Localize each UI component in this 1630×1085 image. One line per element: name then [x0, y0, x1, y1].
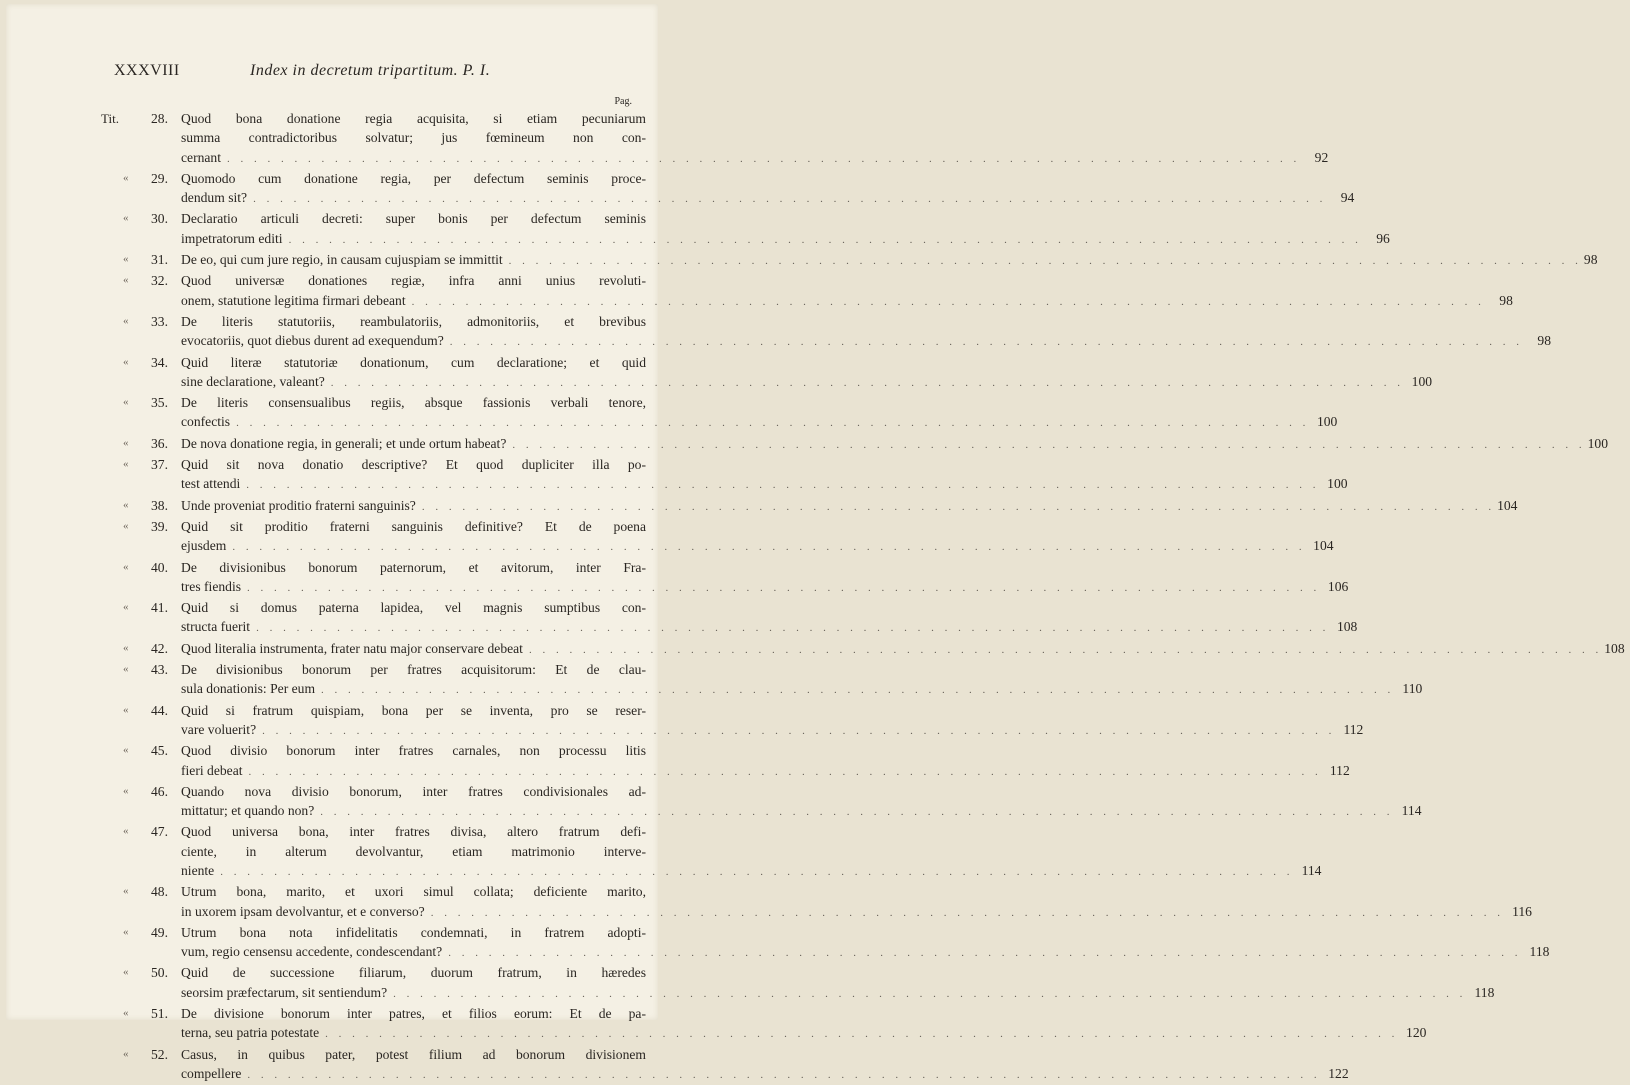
entry-text — [181, 1004, 1427, 1045]
entry-page: 98 — [1583, 252, 1598, 268]
dot-leader: . . . . . . . . . . . . . . . . . . . . . . . . . . . . . . . . . . . . . . . . . . . . . . . . . . . . . . . . . . . . . . . . . . . . . . . . . . . . . . . . — [421, 500, 1496, 513]
entry-line: Quid literæ statutoriæ donationum, cum declaratione; et quid — [181, 354, 646, 370]
index-entry — [101, 782, 1422, 823]
dot-leader: . . . . . . . . . . . . . . . . . . . . . . . . . . . . . . . . . . . . . . . . . . . . . . . . . . . . . . . . . . . . . . . . . . . . . . . . . . . . . . . . — [247, 1068, 1321, 1081]
dot-leader: . . . . . . . . . . . . . . . . . . . . . . . . . . . . . . . . . . . . . . . . . . . . . . . . . . . . . . . . . . . . . . . . . . . . . . . . . . . . . . . . — [330, 376, 1405, 389]
index-entry — [101, 169, 1355, 210]
ditto-mark: « — [123, 703, 129, 716]
entry-line: Quod universæ donationes regiæ, infra anni unius revoluti- — [181, 273, 646, 289]
entry-text — [181, 353, 1433, 394]
index-entry — [101, 923, 1550, 964]
pag-label: Pag. — [614, 96, 632, 107]
entry-line: Quod bona donatione regia acquisita, si etiam pecuniarum — [181, 111, 646, 126]
index-entry — [101, 701, 1364, 742]
tit-label: Tit. — [101, 111, 119, 126]
dot-leader: . . . . . . . . . . . . . . . . . . . . . . . . . . . . . . . . . . . . . . . . . . . . . . . . . . . . . . . . . . . . . . . . . . . . . . . . . . . . . . . . — [227, 152, 1301, 165]
entry-number: 50. — [151, 965, 168, 981]
entry-number: 48. — [151, 884, 168, 900]
entry-text — [181, 209, 1390, 250]
entry-line: De eo, qui cum jure regio, in causam cujuspiam se immittit — [181, 252, 503, 268]
dot-leader: . . . . . . . . . . . . . . . . . . . . . . . . . . . . . . . . . . . . . . . . . . . . . . . . . . . . . . . . . . . . . . . . . . . . . . . . . . . . . . . . — [262, 724, 1336, 737]
index-entry — [101, 209, 1390, 250]
entry-text — [181, 882, 1532, 923]
entry-text — [181, 660, 1423, 701]
entry-line: De nova donatione regia, in generali; et unde ortum habeat? — [181, 435, 507, 451]
entry-number: 45. — [151, 743, 168, 759]
entry-line: in uxorem ipsam devolvantur, et e converso? — [181, 903, 425, 919]
entry-number: 28. — [151, 111, 168, 126]
index-entry — [101, 455, 1348, 496]
entry-text — [181, 701, 1364, 742]
page-number: XXXVIII — [114, 62, 180, 79]
entry-line: Quid sit nova donatio descriptive? Et quod dupliciter illa po- — [181, 457, 646, 473]
entry-page: 100 — [1587, 435, 1609, 451]
index-entry — [101, 660, 1423, 701]
index-entry — [101, 1045, 1349, 1085]
entry-text — [181, 271, 1513, 312]
entry-line: De divisione bonorum inter patres, et filios eorum: Et de pa- — [181, 1006, 646, 1022]
entry-text — [181, 1045, 1349, 1085]
ditto-mark: « — [123, 171, 129, 184]
entry-line: compellere — [181, 1065, 242, 1081]
dot-leader: . . . . . . . . . . . . . . . . . . . . . . . . . . . . . . . . . . . . . . . . . . . . . . . . . . . . . . . . . . . . . . . . . . . . . . . . . . . . . . . . — [448, 947, 1522, 960]
ditto-mark: « — [123, 744, 129, 757]
dot-leader: . . . . . . . . . . . . . . . . . . . . . . . . . . . . . . . . . . . . . . . . . . . . . . . . . . . . . . . . . . . . . . . . . . . . . . . . . . . . . . . . — [256, 622, 1330, 635]
entry-text — [181, 639, 1625, 660]
entry-text — [181, 250, 1598, 271]
entry-text — [181, 598, 1358, 639]
entry-line: cernant — [181, 149, 221, 165]
entry-line: mittatur; et quando non? — [181, 803, 315, 819]
entry-number: 35. — [151, 395, 168, 411]
index-entry — [101, 496, 1518, 517]
index-entry — [101, 353, 1433, 394]
entry-number: 47. — [151, 824, 168, 840]
index-entry — [101, 882, 1532, 923]
entry-line: vum, regio censensu accedente, condescendant? — [181, 944, 443, 960]
entry-line: fieri debeat — [181, 762, 243, 778]
ditto-mark: « — [123, 1007, 129, 1020]
entry-line: onem, statutione legitima firmari debeant — [181, 292, 406, 308]
entry-page: 96 — [1376, 230, 1390, 246]
ditto-mark: « — [123, 498, 129, 511]
entry-line: De literis consensualibus regiis, absque fassionis verbali tenore, — [181, 395, 646, 411]
entry-number: 46. — [151, 783, 168, 799]
entry-text — [181, 434, 1609, 455]
dot-leader: . . . . . . . . . . . . . . . . . . . . . . . . . . . . . . . . . . . . . . . . . . . . . . . . . . . . . . . . . . . . . . . . . . . . . . . . . . . . . . . . — [232, 541, 1306, 554]
entry-line: Casus, in quibus pater, potest filium ad bonorum divisionem — [181, 1046, 646, 1062]
entry-number: 34. — [151, 354, 168, 370]
entry-number: 44. — [151, 702, 168, 718]
entry-number: 36. — [151, 435, 168, 451]
index-entry — [101, 312, 1551, 353]
entry-line: sine declaratione, valeant? — [181, 373, 325, 389]
entry-number: 43. — [151, 662, 168, 678]
ditto-mark: « — [123, 825, 129, 838]
entry-page: 108 — [1336, 619, 1358, 635]
entry-number: 39. — [151, 518, 168, 534]
entry-page: 106 — [1327, 578, 1349, 594]
entry-line: Quando nova divisio bonorum, inter fratres condivisionales ad- — [181, 783, 646, 799]
entry-line: evocatoriis, quot diebus durent ad exequendum? — [181, 333, 444, 349]
entry-line: Quid de successione filiarum, duorum fratrum, in hæredes — [181, 965, 646, 981]
ditto-mark: « — [123, 274, 129, 287]
entry-page: 98 — [1499, 292, 1513, 308]
index-entry — [101, 598, 1358, 639]
entry-page: 114 — [1301, 862, 1322, 878]
index-entry — [101, 517, 1334, 558]
entry-line: Quid si fratrum quispiam, bona per se inventa, pro se reser- — [181, 702, 646, 718]
entry-number: 51. — [151, 1006, 168, 1022]
ditto-mark: « — [123, 1047, 129, 1060]
entry-line: De literis statutoriis, reambulatoriis, admonitoriis, et brevibus — [181, 313, 646, 329]
entry-text — [181, 312, 1551, 353]
entry-page: 108 — [1604, 640, 1625, 656]
entry-text — [181, 517, 1334, 558]
ditto-mark: « — [123, 925, 129, 938]
entry-page: 98 — [1537, 333, 1551, 349]
entry-text — [181, 455, 1348, 496]
dot-leader: . . . . . . . . . . . . . . . . . . . . . . . . . . . . . . . . . . . . . . . . . . . . . . . . . . . . . . . . . . . . . . . . . . . . . . . . . . . . . . . . — [411, 295, 1485, 308]
dot-leader: . . . . . . . . . . . . . . . . . . . . . . . . . . . . . . . . . . . . . . . . . . . . . . . . . . . . . . . . . . . . . . . . . . . . . . . . . . . . . . . . — [247, 581, 1321, 594]
entry-number: 41. — [151, 600, 168, 616]
ditto-mark: « — [123, 355, 129, 368]
dot-leader: . . . . . . . . . . . . . . . . . . . . . . . . . . . . . . . . . . . . . . . . . . . . . . . . . . . . . . . . . . . . . . . . . . . . . . . . . . . . . . . . — [220, 865, 1294, 878]
index-entry — [101, 393, 1338, 434]
entry-page: 104 — [1497, 497, 1518, 513]
index-entry — [101, 639, 1625, 660]
entry-line: dendum sit? — [181, 190, 248, 206]
index-entry — [101, 963, 1495, 1004]
entry-line: niente — [181, 862, 215, 878]
dot-leader: . . . . . . . . . . . . . . . . . . . . . . . . . . . . . . . . . . . . . . . . . . . . . . . . . . . . . . . . . . . . . . . . . . . . . . . . . . . . . . . . — [430, 906, 1504, 919]
index-entry — [101, 271, 1513, 312]
index-entry — [101, 741, 1350, 782]
index-entry — [101, 1004, 1427, 1045]
entry-line: ejusdem — [181, 538, 227, 554]
entry-number: 37. — [151, 457, 168, 473]
entry-page: 114 — [1401, 803, 1422, 819]
entry-line: terna, seu patria potestate — [181, 1025, 320, 1041]
entry-page: 104 — [1313, 538, 1334, 554]
entry-number: 31. — [151, 252, 168, 268]
entry-line: Unde proveniat proditio fraterni sanguinis? — [181, 497, 416, 513]
entry-text — [181, 558, 1349, 599]
entry-page: 118 — [1529, 944, 1550, 960]
dot-leader: . . . . . . . . . . . . . . . . . . . . . . . . . . . . . . . . . . . . . . . . . . . . . . . . . . . . . . . . . . . . . . . . . . . . . . . . . . . . . . . . — [508, 255, 1582, 268]
ditto-mark: « — [123, 519, 129, 532]
entry-line: structa fuerit — [181, 619, 251, 635]
entry-page: 112 — [1329, 762, 1350, 778]
ditto-mark: « — [123, 253, 129, 266]
entry-text — [181, 923, 1550, 964]
dot-leader: . . . . . . . . . . . . . . . . . . . . . . . . . . . . . . . . . . . . . . . . . . . . . . . . . . . . . . . . . . . . . . . . . . . . . . . . . . . . . . . . — [449, 336, 1523, 349]
entry-line: De divisionibus bonorum paternorum, et avitorum, inter Fra- — [181, 559, 646, 575]
dot-leader: . . . . . . . . . . . . . . . . . . . . . . . . . . . . . . . . . . . . . . . . . . . . . . . . . . . . . . . . . . . . . . . . . . . . . . . . . . . . . . . . — [528, 643, 1603, 656]
entry-line: sula donationis: Per eum — [181, 681, 316, 697]
index-entry — [101, 434, 1609, 455]
entry-line: Quomodo cum donatione regia, per defectum seminis proce- — [181, 170, 646, 186]
entry-line: Declaratio articuli decreti: super bonis per defectum seminis — [181, 211, 646, 227]
ditto-mark: « — [123, 436, 129, 449]
entry-text — [181, 963, 1495, 1004]
entry-text — [181, 393, 1338, 434]
entry-line: summa contradictoribus solvatur; jus fœmineum non con- — [181, 130, 646, 146]
ditto-mark: « — [123, 560, 129, 573]
ditto-mark: « — [123, 458, 129, 471]
dot-leader: . . . . . . . . . . . . . . . . . . . . . . . . . . . . . . . . . . . . . . . . . . . . . . . . . . . . . . . . . . . . . . . . . . . . . . . . . . . . . . . . — [512, 438, 1586, 451]
entry-number: 40. — [151, 559, 168, 575]
dot-leader: . . . . . . . . . . . . . . . . . . . . . . . . . . . . . . . . . . . . . . . . . . . . . . . . . . . . . . . . . . . . . . . . . . . . . . . . . . . . . . . . — [248, 765, 1322, 778]
index-entries — [101, 109, 1625, 1085]
entry-page: 122 — [1328, 1065, 1349, 1081]
entry-line: Quod divisio bonorum inter fratres carnales, non processu litis — [181, 743, 646, 759]
dot-leader: . . . . . . . . . . . . . . . . . . . . . . . . . . . . . . . . . . . . . . . . . . . . . . . . . . . . . . . . . . . . . . . . . . . . . . . . . . . . . . . . — [253, 193, 1327, 206]
entry-line: confectis — [181, 414, 231, 430]
entry-line: Utrum bona, marito, et uxori simul collata; deficiente marito, — [181, 884, 646, 900]
entry-line: Utrum bona nota infidelitatis condemnati, in fratrem adopti- — [181, 924, 646, 940]
entry-text — [181, 496, 1518, 517]
entry-page: 100 — [1411, 373, 1433, 389]
dot-leader: . . . . . . . . . . . . . . . . . . . . . . . . . . . . . . . . . . . . . . . . . . . . . . . . . . . . . . . . . . . . . . . . . . . . . . . . . . . . . . . . — [320, 806, 1394, 819]
entry-page: 120 — [1406, 1025, 1427, 1041]
entry-page: 112 — [1343, 721, 1364, 737]
entry-line: De divisionibus bonorum per fratres acquisitorum: Et de clau- — [181, 662, 646, 678]
dot-leader: . . . . . . . . . . . . . . . . . . . . . . . . . . . . . . . . . . . . . . . . . . . . . . . . . . . . . . . . . . . . . . . . . . . . . . . . . . . . . . . . — [236, 417, 1310, 430]
ditto-mark: « — [123, 641, 129, 654]
index-entry — [101, 250, 1598, 271]
entry-page: 100 — [1327, 476, 1348, 492]
entry-number: 32. — [151, 273, 168, 289]
dot-leader: . . . . . . . . . . . . . . . . . . . . . . . . . . . . . . . . . . . . . . . . . . . . . . . . . . . . . . . . . . . . . . . . . . . . . . . . . . . . . . . . — [288, 233, 1362, 246]
entry-page: 110 — [1402, 681, 1423, 697]
entry-number: 49. — [151, 924, 168, 940]
dot-leader: . . . . . . . . . . . . . . . . . . . . . . . . . . . . . . . . . . . . . . . . . . . . . . . . . . . . . . . . . . . . . . . . . . . . . . . . . . . . . . . . — [325, 1028, 1399, 1041]
running-title: Index in decretum tripartitum. P. I. — [250, 62, 491, 79]
index-entry — [101, 109, 1329, 169]
entry-line: test attendi — [181, 476, 241, 492]
entry-text — [181, 169, 1355, 210]
entry-line: Quod universa bona, inter fratres divisa, altero fratrum defi- — [181, 824, 646, 840]
ditto-mark: « — [123, 212, 129, 225]
dot-leader: . . . . . . . . . . . . . . . . . . . . . . . . . . . . . . . . . . . . . . . . . . . . . . . . . . . . . . . . . . . . . . . . . . . . . . . . . . . . . . . . — [246, 479, 1320, 492]
ditto-mark: « — [123, 663, 129, 676]
ditto-mark: « — [123, 966, 129, 979]
entry-page: 92 — [1314, 149, 1329, 165]
entry-line: ciente, in alterum devolvantur, etiam matrimonio interve- — [181, 843, 646, 859]
entry-page: 94 — [1340, 190, 1355, 206]
entry-text — [181, 109, 1329, 169]
entry-line: impetratorum editi — [181, 230, 283, 246]
entry-number: 29. — [151, 170, 168, 186]
entry-line: tres fiendis — [181, 578, 242, 594]
ditto-mark: « — [123, 601, 129, 614]
entry-line: vare voluerit? — [181, 721, 257, 737]
entry-line: Quod literalia instrumenta, frater natu major conservare debeat — [181, 640, 523, 656]
entry-number: 30. — [151, 211, 168, 227]
entry-number: 52. — [151, 1046, 168, 1062]
ditto-mark: « — [123, 784, 129, 797]
entry-page: 116 — [1512, 903, 1532, 919]
dot-leader: . . . . . . . . . . . . . . . . . . . . . . . . . . . . . . . . . . . . . . . . . . . . . . . . . . . . . . . . . . . . . . . . . . . . . . . . . . . . . . . . — [393, 987, 1467, 1000]
entry-page: 118 — [1474, 984, 1495, 1000]
entry-line: Quid sit proditio fraterni sanguinis definitive? Et de poena — [181, 518, 646, 534]
entry-line: Quid si domus paterna lapidea, vel magnis sumptibus con- — [181, 600, 646, 616]
entry-number: 38. — [151, 497, 168, 513]
index-entry — [101, 822, 1322, 882]
ditto-mark: « — [123, 314, 129, 327]
ditto-mark: « — [123, 885, 129, 898]
ditto-mark: « — [123, 396, 129, 409]
entry-line: seorsim præfectarum, sit sentiendum? — [181, 984, 388, 1000]
index-entry — [101, 558, 1349, 599]
entry-text — [181, 741, 1350, 782]
entry-number: 42. — [151, 640, 168, 656]
entry-page: 100 — [1316, 414, 1338, 430]
entry-text — [181, 782, 1422, 823]
entry-number: 33. — [151, 313, 168, 329]
book-page — [6, 4, 1625, 1081]
entry-text — [181, 822, 1322, 882]
dot-leader: . . . . . . . . . . . . . . . . . . . . . . . . . . . . . . . . . . . . . . . . . . . . . . . . . . . . . . . . . . . . . . . . . . . . . . . . . . . . . . . . — [321, 684, 1395, 697]
